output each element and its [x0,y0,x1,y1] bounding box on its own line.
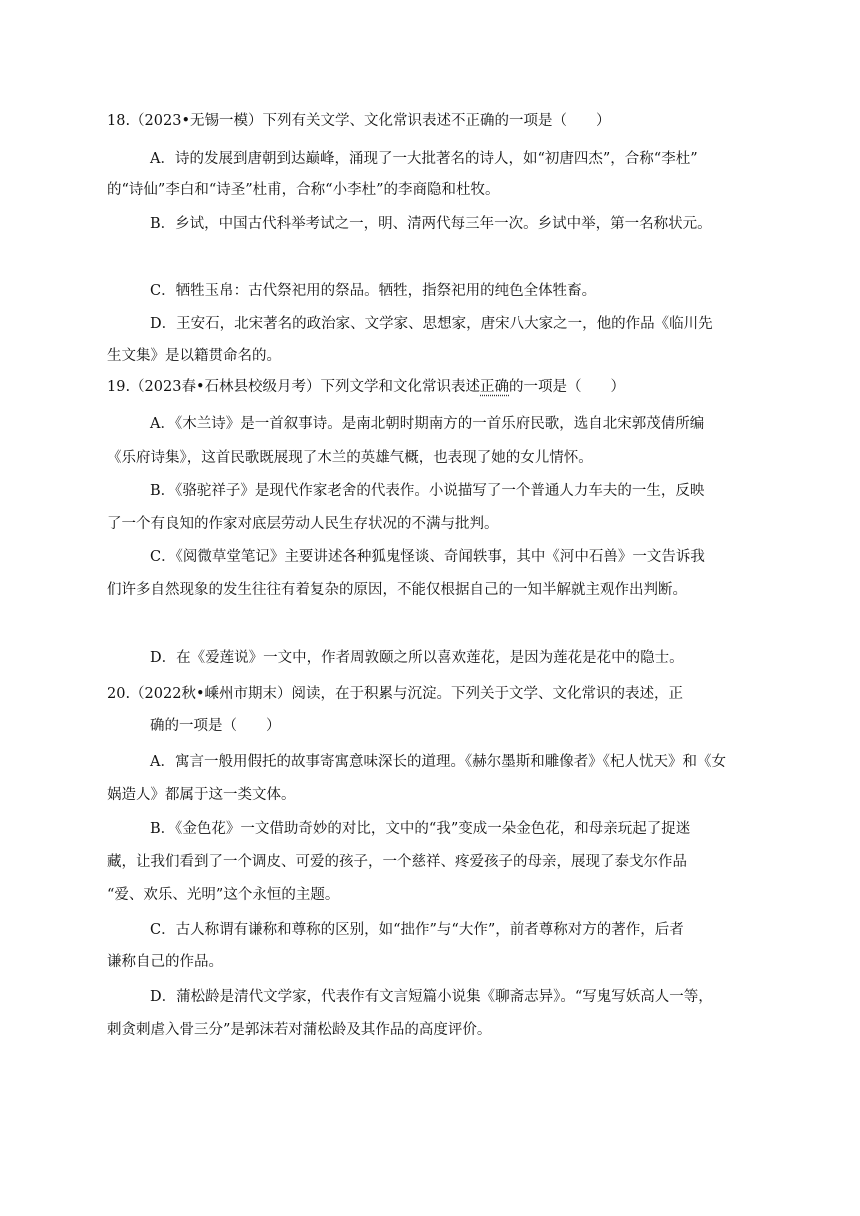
question-20-option-c-cont: 谦称自己的作品。 [107,954,223,970]
question-19-option-b: B．《骆驼祥子》是现代作家老舍的代表作。小说描写了一个普通人力车夫的一生，反映 [150,483,705,499]
question-18-stem: 18.（2023•无锡一模）下列有关文学、文化常识表述不正确的一项是（ ） [107,113,611,129]
question-20-option-b-cont-2: “爱、欢乐、光明”这个永恒的主题。 [107,887,340,903]
question-19-option-b-cont: 了一个有良知的作家对底层劳动人民生存状况的不满与批判。 [107,516,499,532]
question-20-stem: 20.（2022秋•嵊州市期末）阅读，在于积累与沉淀。下列关于文学、文化常识的表述，正 [107,686,684,702]
question-19-stem [107,377,625,397]
question-20-option-b-cont-1: 藏，让我们看到了一个调皮、可爱的孩子，一个慈祥、疼爱孩子的母亲，展现了泰戈尔作品 [107,854,687,870]
question-19-option-a-cont: 《乐府诗集》，这首民歌既展现了木兰的英雄气概，也表现了她的女儿情怀。 [107,450,593,466]
question-19-option-c-cont: 们许多自然现象的发生往往有着复杂的原因，不能仅根据自己的一知半解就主观作出判断。 [107,582,687,598]
question-20-option-a: A．寓言一般用假托的故事寄寓意味深长的道理。《赫尔墨斯和雕像者》《杞人忧天》和《女 [150,754,726,770]
question-18-option-d: D．王安石，北宋著名的政治家、文学家、思想家，唐宋八大家之一，他的作品《临川先 [150,316,713,332]
question-20-option-d-cont: 刺贪刺虐入骨三分”是郭沫若对蒲松龄及其作品的高度评价。 [107,1022,492,1038]
question-18-option-c: C．牺牲玉帛：古代祭祀用的祭品。牺牲，指祭祀用的纯色全体牲畜。 [150,283,597,299]
question-19-option-d: D．在《爱莲说》一文中，作者周敦颐之所以喜欢莲花，是因为莲花是花中的隐士。 [150,650,684,666]
question-20-option-d: D．蒲松龄是清代文学家，代表作有文言短篇小说集《聊斋志异》。“写鬼写妖高人一等， [150,989,713,1005]
question-20-option-a-cont: 娲造人》都属于这一类文体。 [107,787,296,803]
question-19-stem-prefix: 19.（2023春•石林县校级月考）下列文学和文化常识表述 [107,379,481,395]
question-19-stem-suffix: 的一项是（ ） [509,379,626,395]
question-19-option-c: C．《阅微草堂笔记》主要讲述各种狐鬼怪谈、奇闻轶事，其中《河中石兽》一文告诉我 [150,549,705,565]
question-20-option-b: B．《金色花》一文借助奇妙的对比，文中的“我”变成一朵金色花，和母亲玩起了捉迷 [150,821,691,837]
question-18-option-a-cont: 的“诗仙”李白和“诗圣”杜甫，合称“小李杜”的李商隐和杜牧。 [107,182,500,198]
question-18-option-b: B．乡试，中国古代科举考试之一，明、清两代每三年一次。乡试中举，第一名称状元。 [150,216,712,232]
question-19-option-a: A．《木兰诗》是一首叙事诗。是南北朝时期南方的一首乐府民歌，选自北宋郭茂倩所编 [150,416,705,432]
question-19-stem-emphasis: 正确 [480,379,510,395]
question-20-option-c: C．古人称谓有谦称和尊称的区别，如“拙作”与“大作”，前者尊称对方的著作，后者 [150,922,684,938]
question-18-option-a: A．诗的发展到唐朝到达巅峰，涌现了一大批著名的诗人，如“初唐四杰”，合称“李杜” [150,151,698,167]
question-18-option-d-cont: 生文集》是以籍贯命名的。 [107,348,281,364]
question-20-stem-cont: 确的一项是（ ） [150,718,281,734]
